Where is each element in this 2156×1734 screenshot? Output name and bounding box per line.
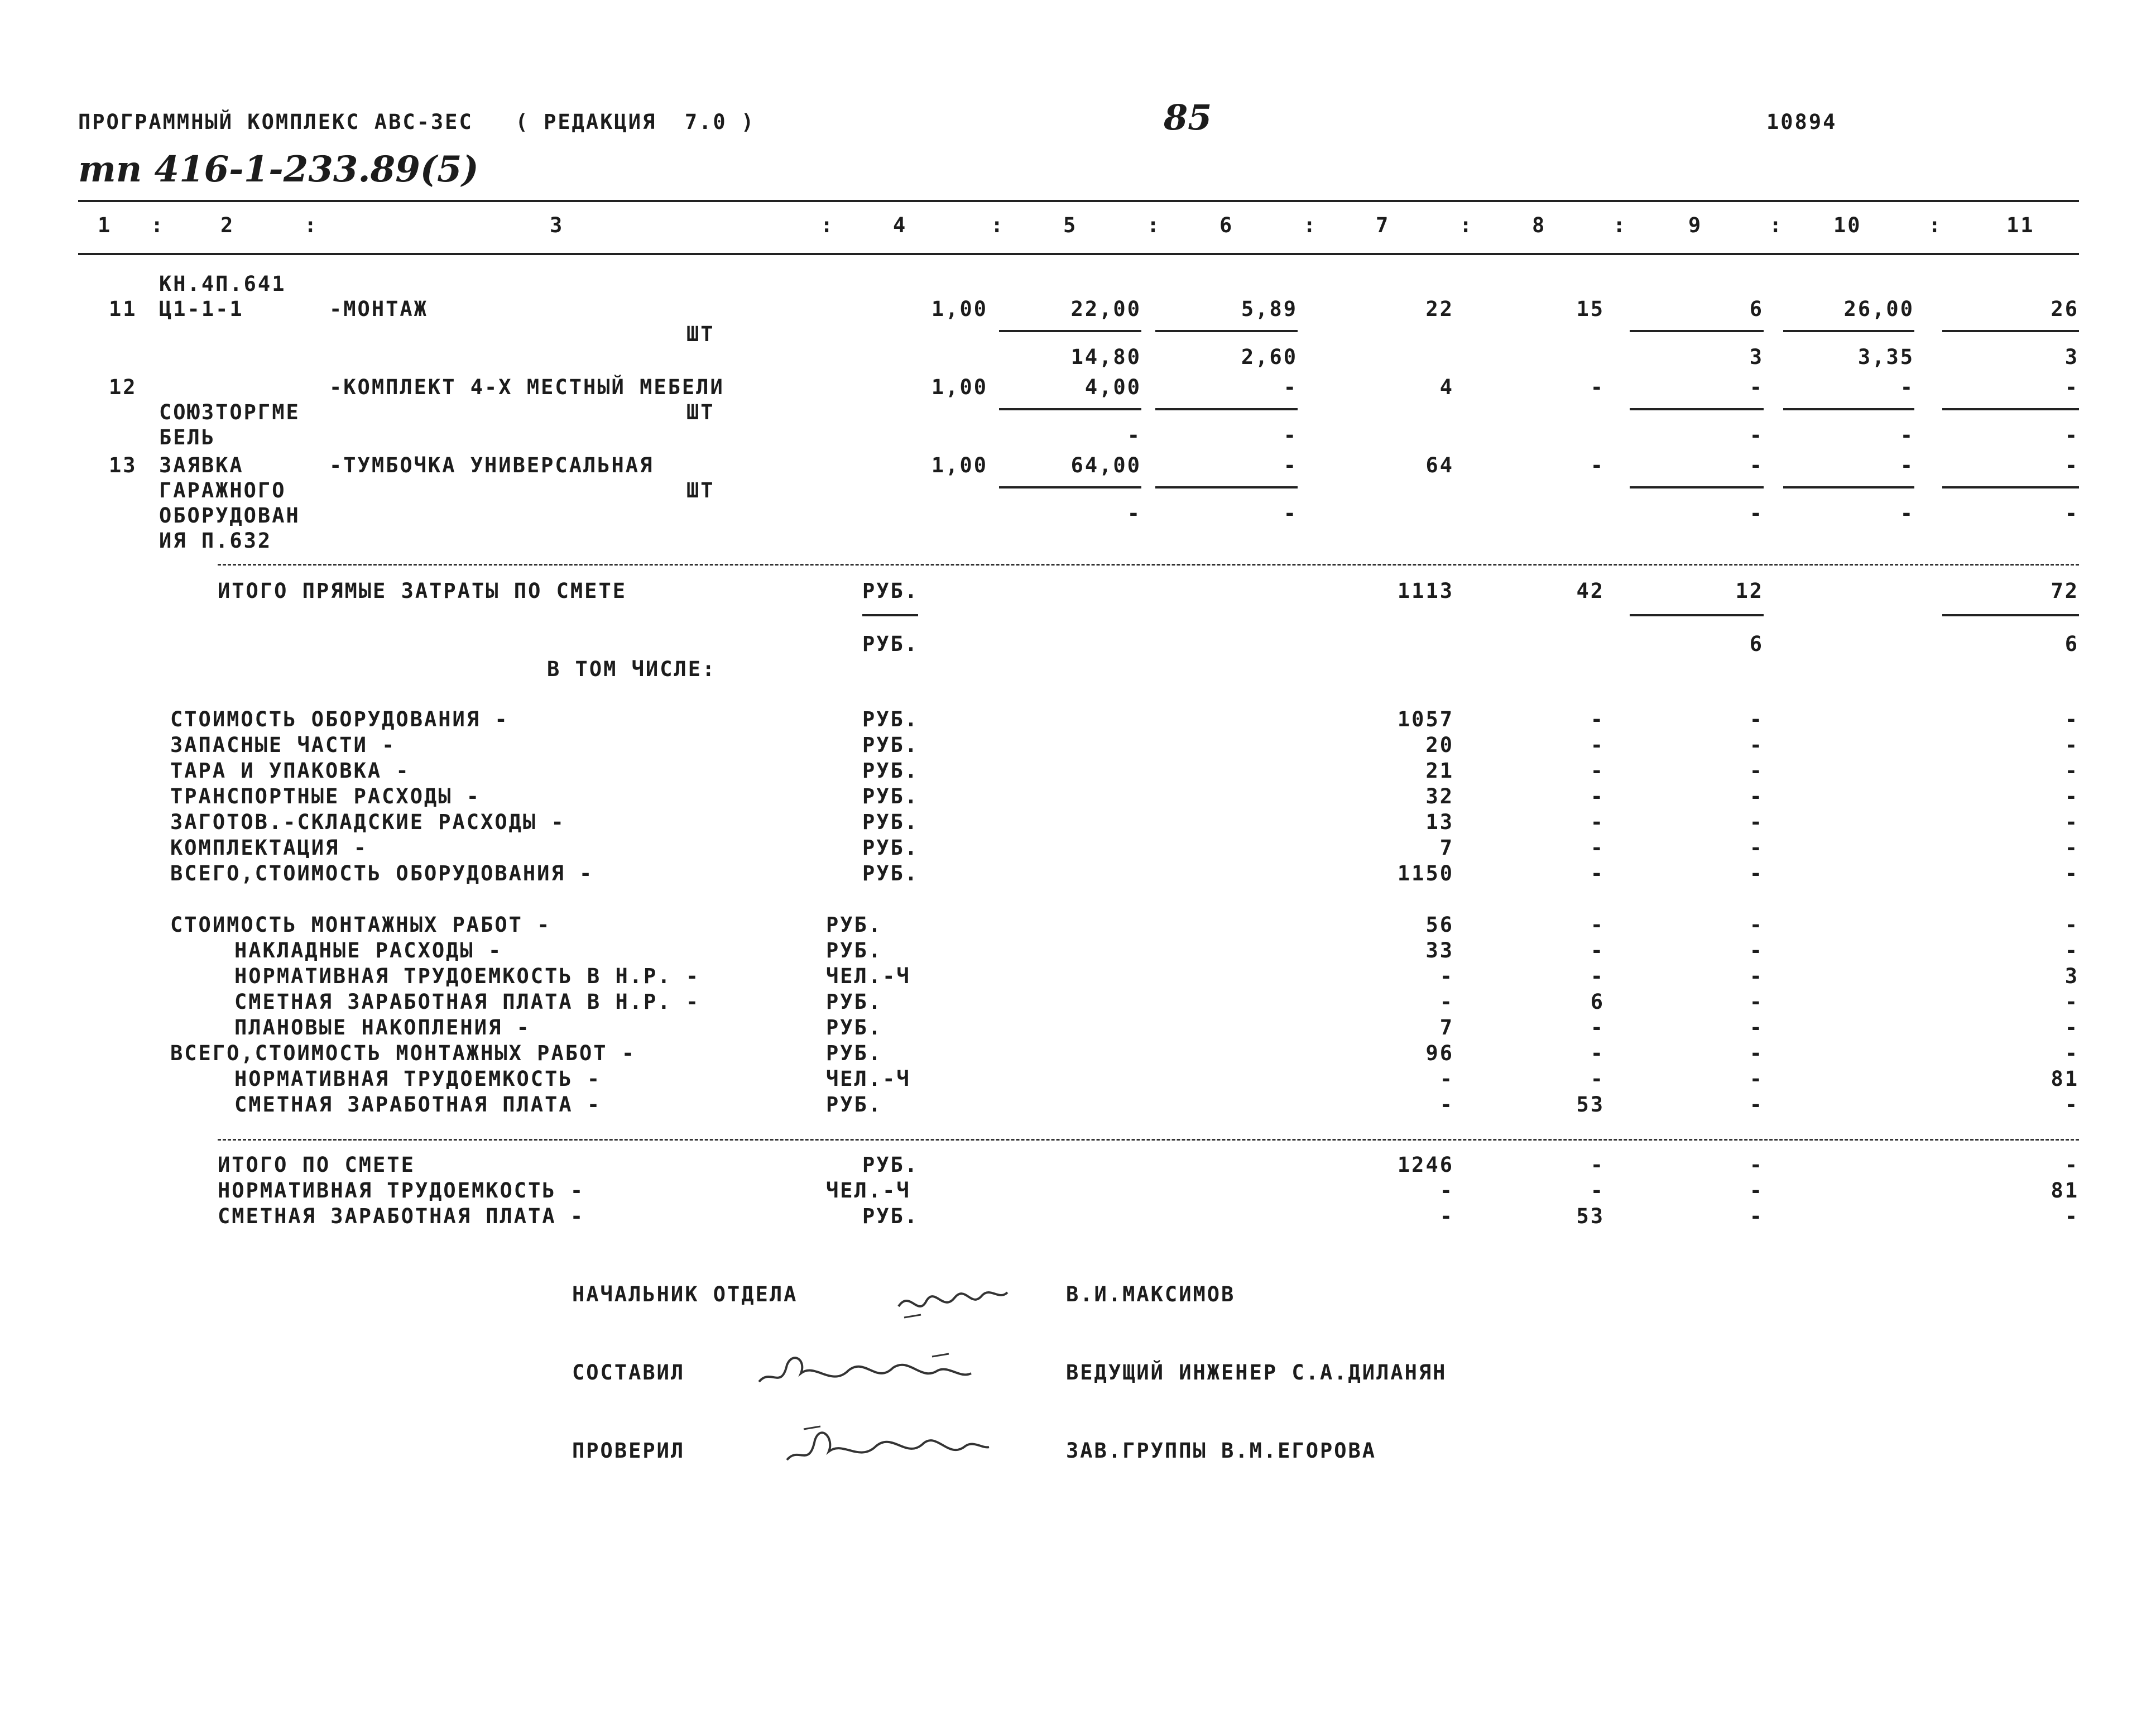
direct-costs-c11: 72: [2051, 579, 2079, 603]
equipment-label: ТАРА И УПАКОВКА -: [170, 759, 410, 783]
column-header-11: 11: [2006, 213, 2035, 237]
equipment-unit: РУБ.: [862, 759, 919, 783]
installation-c9: -: [1749, 913, 1764, 937]
item-12-c6b: -: [1283, 423, 1298, 447]
equipment-c9: -: [1749, 861, 1764, 885]
item-13-code-line: ОБОРУДОВАН: [159, 504, 300, 528]
item-11-c10: 26,00: [1843, 297, 1914, 321]
equipment-c7: 1150: [1397, 861, 1454, 885]
item-12-qty: 1,00: [931, 375, 988, 399]
installation-c9: -: [1749, 990, 1764, 1014]
installation-c9: -: [1749, 1067, 1764, 1091]
item-13-c6-underline: [1155, 486, 1298, 488]
item-11-name: -МОНТАЖ: [329, 297, 428, 321]
equipment-c9: -: [1749, 759, 1764, 783]
equipment-c7: 20: [1425, 733, 1454, 757]
item-13-c10: -: [1900, 453, 1914, 477]
item-13-c6: -: [1283, 453, 1298, 477]
equipment-c7: 1057: [1397, 707, 1454, 731]
direct-c11-underline: [1942, 614, 2079, 616]
item-13-c11b: -: [2064, 501, 2079, 525]
installation-c7: -: [1439, 990, 1454, 1014]
grand-total-c11: -: [2064, 1204, 2079, 1228]
grand-total-c7: -: [1439, 1204, 1454, 1228]
installation-c7: 56: [1425, 913, 1454, 937]
installation-c11: -: [2064, 938, 2079, 962]
equipment-label: ВСЕГО,СТОИМОСТЬ ОБОРУДОВАНИЯ -: [170, 861, 594, 885]
installation-c8: -: [1590, 913, 1605, 937]
item-13-code-line: ЗАЯВКА: [159, 453, 244, 477]
installation-label: НОРМАТИВНАЯ ТРУДОЕМКОСТЬ В Н.Р. -: [234, 964, 700, 988]
installation-label: ВСЕГО,СТОИМОСТЬ МОНТАЖНЫХ РАБОТ -: [170, 1041, 636, 1065]
grand-total-c11: -: [2064, 1153, 2079, 1177]
equipment-unit: РУБ.: [862, 707, 919, 731]
installation-c9: -: [1749, 1041, 1764, 1065]
grand-total-c7: 1246: [1397, 1153, 1454, 1177]
item-11-c5-underline: [999, 330, 1141, 332]
installation-c7: 33: [1425, 938, 1454, 962]
equipment-label: СТОИМОСТЬ ОБОРУДОВАНИЯ -: [170, 707, 509, 731]
installation-c11: -: [2064, 1041, 2079, 1065]
installation-c11: -: [2064, 990, 2079, 1014]
grand-total-label: НОРМАТИВНАЯ ТРУДОЕМКОСТЬ -: [218, 1179, 585, 1203]
item-11-c11: 26: [2051, 297, 2079, 321]
item-11-c5: 22,00: [1070, 297, 1141, 321]
project-code: тп 416-1-233.89(5): [78, 149, 479, 190]
installation-c8: -: [1590, 964, 1605, 988]
item-13-c11-underline: [1942, 486, 2079, 488]
equipment-unit: РУБ.: [862, 784, 919, 808]
signature-head-mark: [887, 1267, 1016, 1329]
item-11-c6b: 2,60: [1241, 345, 1298, 369]
item-11-c9b: 3: [1749, 345, 1764, 369]
grand-total-c9: -: [1749, 1204, 1764, 1228]
column-header-7: 7: [1376, 213, 1390, 237]
item-12-code-line: СОЮЗТОРГМЕ: [159, 400, 300, 424]
grand-total-unit: ЧЕЛ.-Ч: [826, 1179, 911, 1203]
item-13-name: -ТУМБОЧКА УНИВЕРСАЛЬНАЯ: [329, 453, 654, 477]
equipment-c7: 32: [1425, 784, 1454, 808]
installation-c9: -: [1749, 964, 1764, 988]
signature-person: ЗАВ.ГРУППЫ В.М.ЕГОРОВА: [1066, 1439, 1377, 1463]
signature-role: НАЧАЛЬНИК ОТДЕЛА: [572, 1282, 798, 1306]
installation-label: СМЕТНАЯ ЗАРАБОТНАЯ ПЛАТА -: [234, 1093, 602, 1117]
item-12-c10-underline: [1783, 408, 1914, 410]
equipment-c11: -: [2064, 759, 2079, 783]
column-separator: :: [304, 213, 319, 237]
grand-total-label: ИТОГО ПО СМЕТЕ: [218, 1153, 415, 1177]
grand-total-c8: -: [1590, 1153, 1605, 1177]
grand-total-c9: -: [1749, 1153, 1764, 1177]
column-separator: :: [1303, 213, 1318, 237]
installation-c9: -: [1749, 1016, 1764, 1040]
installation-c11: 81: [2051, 1067, 2079, 1091]
column-header-3: 3: [550, 213, 564, 237]
item-12-c9b: -: [1749, 423, 1764, 447]
item-11-unit: ШТ: [686, 322, 715, 346]
equipment-c8: -: [1590, 707, 1605, 731]
item-12-c8: -: [1590, 375, 1605, 399]
direct-unit-underline: [862, 614, 918, 616]
equipment-c9: -: [1749, 810, 1764, 834]
installation-label: СМЕТНАЯ ЗАРАБОТНАЯ ПЛАТА В Н.Р. -: [234, 990, 700, 1014]
installation-c7: -: [1439, 1093, 1454, 1117]
equipment-c8: -: [1590, 861, 1605, 885]
equipment-c11: -: [2064, 836, 2079, 860]
item-12-c10: -: [1900, 375, 1914, 399]
column-separator: :: [1613, 213, 1627, 237]
installation-label: ПЛАНОВЫЕ НАКОПЛЕНИЯ -: [234, 1016, 531, 1040]
equipment-c11: -: [2064, 861, 2079, 885]
equipment-unit: РУБ.: [862, 810, 919, 834]
installation-c9: -: [1749, 938, 1764, 962]
equipment-c9: -: [1749, 707, 1764, 731]
item-12-c6: -: [1283, 375, 1298, 399]
item-13-c5-underline: [999, 486, 1141, 488]
equipment-label: ЗАГОТОВ.-СКЛАДСКИЕ РАСХОДЫ -: [170, 810, 565, 834]
item-11-c10b: 3,35: [1857, 345, 1914, 369]
installation-c8: -: [1590, 1067, 1605, 1091]
doc-number: 10894: [1766, 110, 1837, 134]
item-11-code: Ц1-1-1: [159, 297, 244, 321]
installation-c7: 96: [1425, 1041, 1454, 1065]
item-11-c6: 5,89: [1241, 297, 1298, 321]
equipment-label: КОМПЛЕКТАЦИЯ -: [170, 836, 368, 860]
installation-unit: РУБ.: [826, 938, 883, 962]
grand-total-unit: РУБ.: [862, 1153, 919, 1177]
installation-label: СТОИМОСТЬ МОНТАЖНЫХ РАБОТ -: [170, 913, 551, 937]
equipment-c7: 21: [1425, 759, 1454, 783]
item-12-c11: -: [2064, 375, 2079, 399]
item-13-c7: 64: [1425, 453, 1454, 477]
column-header-2: 2: [220, 213, 235, 237]
item-12-c5-underline: [999, 408, 1141, 410]
column-header-8: 8: [1532, 213, 1547, 237]
equipment-label: ЗАПАСНЫЕ ЧАСТИ -: [170, 733, 396, 757]
signature-person: ВЕДУЩИЙ ИНЖЕНЕР С.А.ДИЛАНЯН: [1066, 1361, 1447, 1385]
item-11-c11-underline: [1942, 330, 2079, 332]
equipment-label: ТРАНСПОРТНЫЕ РАСХОДЫ -: [170, 784, 481, 808]
direct-costs-c11b: 6: [2064, 632, 2079, 656]
installation-c11: -: [2064, 1093, 2079, 1117]
installation-unit: ЧЕЛ.-Ч: [826, 964, 911, 988]
column-separator: :: [1147, 213, 1161, 237]
item-13-qty: 1,00: [931, 453, 988, 477]
installation-unit: РУБ.: [826, 913, 883, 937]
equipment-c11: -: [2064, 707, 2079, 731]
equipment-c11: -: [2064, 784, 2079, 808]
direct-costs-c7: 1113: [1397, 579, 1454, 603]
item-11-c5b: 14,80: [1070, 345, 1141, 369]
installation-c11: 3: [2064, 964, 2079, 988]
direct-costs-label: ИТОГО ПРЯМЫЕ ЗАТРАТЫ ПО СМЕТЕ: [218, 579, 627, 603]
table-top-rule: [78, 200, 2079, 202]
signature-role: ПРОВЕРИЛ: [572, 1439, 685, 1463]
item-13-code-line: ИЯ П.632: [159, 529, 272, 553]
column-header-1: 1: [98, 213, 112, 237]
installation-c8: -: [1590, 938, 1605, 962]
installation-unit: РУБ.: [826, 1016, 883, 1040]
item-12-c11b: -: [2064, 423, 2079, 447]
item-11-c6-underline: [1155, 330, 1298, 332]
installation-label: НАКЛАДНЫЕ РАСХОДЫ -: [234, 938, 503, 962]
item-13-c5: 64,00: [1070, 453, 1141, 477]
totals-rule: [218, 564, 2079, 566]
item-11-c9: 6: [1749, 297, 1764, 321]
installation-c8: -: [1590, 1041, 1605, 1065]
item-11-c8: 15: [1576, 297, 1605, 321]
item-13-c9b: -: [1749, 501, 1764, 525]
installation-unit: РУБ.: [826, 990, 883, 1014]
item-12-c6-underline: [1155, 408, 1298, 410]
equipment-c11: -: [2064, 810, 2079, 834]
installation-c11: -: [2064, 1016, 2079, 1040]
grand-total-label: СМЕТНАЯ ЗАРАБОТНАЯ ПЛАТА -: [218, 1204, 585, 1228]
equipment-c7: 7: [1439, 836, 1454, 860]
signature-compiler-mark: [748, 1334, 982, 1401]
equipment-c8: -: [1590, 759, 1605, 783]
item-12-c11-underline: [1942, 408, 2079, 410]
equipment-unit: РУБ.: [862, 733, 919, 757]
grand-rule: [218, 1139, 2079, 1141]
grand-total-c8: 53: [1576, 1204, 1605, 1228]
item-12-c7: 4: [1439, 375, 1454, 399]
direct-costs-c9b: 6: [1749, 632, 1764, 656]
equipment-c8: -: [1590, 733, 1605, 757]
installation-unit: РУБ.: [826, 1093, 883, 1117]
installation-c7: -: [1439, 964, 1454, 988]
item-12-c9: -: [1749, 375, 1764, 399]
installation-c7: 7: [1439, 1016, 1454, 1040]
item-11-c9-underline: [1630, 330, 1764, 332]
item-12-c5b: -: [1127, 423, 1141, 447]
column-header-5: 5: [1063, 213, 1078, 237]
item-13-c10-underline: [1783, 486, 1914, 488]
item-12-c9-underline: [1630, 408, 1764, 410]
table-header-rule: [78, 253, 2079, 255]
item-11-ref: КН.4П.641: [159, 272, 286, 296]
item-13-c11: -: [2064, 453, 2079, 477]
item-13-c6b: -: [1283, 501, 1298, 525]
item-11-qty: 1,00: [931, 297, 988, 321]
direct-costs-unit: РУБ.: [862, 579, 919, 603]
signature-checker-mark: [770, 1407, 993, 1479]
column-separator: :: [151, 213, 165, 237]
direct-costs-c9: 12: [1735, 579, 1764, 603]
item-13-code-line: ГАРАЖНОГО: [159, 478, 286, 502]
signature-person: В.И.МАКСИМОВ: [1066, 1282, 1236, 1306]
installation-unit: ЧЕЛ.-Ч: [826, 1067, 911, 1091]
column-header-4: 4: [893, 213, 907, 237]
item-11-c7: 22: [1425, 297, 1454, 321]
program-title: ПРОГРАММНЫЙ КОМПЛЕКС АВС-3ЕС ( РЕДАКЦИЯ 7.0 ): [78, 110, 756, 134]
equipment-c7: 13: [1425, 810, 1454, 834]
installation-label: НОРМАТИВНАЯ ТРУДОЕМКОСТЬ -: [234, 1067, 602, 1091]
item-12-name: -КОМПЛЕКТ 4-Х МЕСТНЫЙ МЕБЕЛИ: [329, 375, 724, 399]
item-13-c10b: -: [1900, 501, 1914, 525]
item-12-c5: 4,00: [1084, 375, 1141, 399]
equipment-c9: -: [1749, 784, 1764, 808]
item-11-c11b: 3: [2064, 345, 2079, 369]
installation-c9: -: [1749, 1093, 1764, 1117]
installation-c8: 6: [1590, 990, 1605, 1014]
page-number: 85: [1164, 97, 1212, 138]
equipment-c8: -: [1590, 810, 1605, 834]
equipment-c8: -: [1590, 784, 1605, 808]
item-12-number: 12: [109, 375, 137, 399]
installation-c8: -: [1590, 1016, 1605, 1040]
column-separator: :: [1769, 213, 1784, 237]
equipment-unit: РУБ.: [862, 861, 919, 885]
item-13-c9-underline: [1630, 486, 1764, 488]
grand-total-c7: -: [1439, 1179, 1454, 1203]
direct-costs-c8: 42: [1576, 579, 1605, 603]
item-12-unit: ШТ: [686, 400, 715, 424]
item-12-c10b: -: [1900, 423, 1914, 447]
grand-total-c9: -: [1749, 1179, 1764, 1203]
equipment-c11: -: [2064, 733, 2079, 757]
column-separator: :: [1928, 213, 1943, 237]
column-separator: :: [1459, 213, 1474, 237]
direct-costs-unit2: РУБ.: [862, 632, 919, 656]
installation-c7: -: [1439, 1067, 1454, 1091]
installation-c8: 53: [1576, 1093, 1605, 1117]
item-11-number: 11: [109, 297, 137, 321]
including-label: В ТОМ ЧИСЛЕ:: [547, 657, 717, 681]
column-separator: :: [991, 213, 1005, 237]
equipment-c9: -: [1749, 733, 1764, 757]
equipment-c8: -: [1590, 836, 1605, 860]
direct-c9-underline: [1630, 614, 1764, 616]
item-13-c8: -: [1590, 453, 1605, 477]
equipment-unit: РУБ.: [862, 836, 919, 860]
item-12-code-line: БЕЛЬ: [159, 425, 216, 449]
installation-unit: РУБ.: [826, 1041, 883, 1065]
item-13-number: 13: [109, 453, 137, 477]
grand-total-c11: 81: [2051, 1179, 2079, 1203]
installation-c11: -: [2064, 913, 2079, 937]
grand-total-unit: РУБ.: [862, 1204, 919, 1228]
item-11-c10-underline: [1783, 330, 1914, 332]
column-separator: :: [820, 213, 835, 237]
equipment-c9: -: [1749, 836, 1764, 860]
item-13-c9: -: [1749, 453, 1764, 477]
column-header-10: 10: [1833, 213, 1862, 237]
item-13-c5b: -: [1127, 501, 1141, 525]
grand-total-c8: -: [1590, 1179, 1605, 1203]
signature-role: СОСТАВИЛ: [572, 1361, 685, 1385]
column-header-9: 9: [1688, 213, 1703, 237]
column-header-6: 6: [1219, 213, 1234, 237]
item-13-unit: ШТ: [686, 478, 715, 502]
